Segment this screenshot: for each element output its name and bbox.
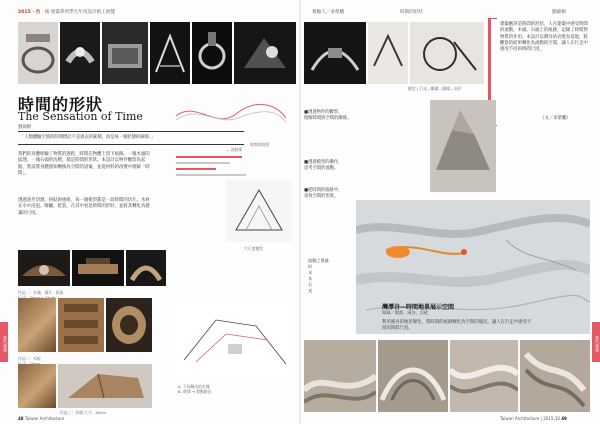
article-title-en: The Sensation of Time: [18, 110, 143, 123]
legend-item-b: B. 時間 → 移動路徑: [178, 389, 212, 394]
photo-object-4: [150, 22, 190, 84]
photo-wood-block: [58, 364, 152, 408]
photo-terrain-3: [450, 340, 518, 412]
left-side-tab: 當代建築: [0, 322, 8, 362]
quote-box: [18, 131, 244, 145]
photo-terrain-4: [520, 340, 590, 412]
site-body: 利用溪谷的地形變化，將時間的痕跡轉化為空間的層次，讓人在行走中感受不同的時間尺度。: [382, 320, 532, 332]
fig-a-caption: 時間的紋理: [250, 142, 269, 147]
photo-sketch: [226, 180, 292, 242]
bullet-3: ■從時間的痕跡中， 尋找空間的形狀。: [304, 188, 343, 199]
header-series: 2015 · 台: [18, 10, 41, 15]
right-page-number: 49: [561, 416, 567, 421]
photo-model-4: [430, 100, 496, 192]
diagram-bar-1: [176, 156, 242, 158]
diagram-bar-2: [176, 162, 230, 164]
intro-text: 建築應該是時間的形狀，人在建築中感受時間的流動。木頭、石頭上的痕跡，記錄了時間對物質的作用。本設計以灣谷的岩壁為基地，將觀察的結果轉化為流動的空間，讓人在行走中感受不同的時間尺度。: [500, 22, 588, 53]
site-title: 灣潭谷—時間地景展示空間: [382, 304, 455, 311]
right-footer: [500, 416, 567, 421]
model-caption: 模型 | 行走—橋樑—橋樑—水形: [408, 86, 462, 91]
material-item-1: 流動之質量: [308, 258, 329, 263]
photo-wood-model-3: [126, 250, 166, 286]
photo-terrain-2: [378, 340, 448, 412]
left-page-number: 48: [18, 416, 24, 421]
left-footer-mag: Taiwan Architecture: [24, 416, 65, 421]
wave-graphic: [176, 96, 286, 130]
intro-sign: （文／來榮鹏）: [540, 116, 571, 121]
quote-text: 「人類體驗空間的時間標記不是過去的累積，而是每一個狀態的細節。」: [20, 135, 156, 140]
fig-c-caption-line-1: 作品一：木塊、鑄片、紙板: [18, 290, 64, 295]
photo-object-6: [234, 22, 296, 84]
photo-wood-panel-3: [106, 298, 152, 352]
material-item-3: 水: [308, 270, 313, 275]
site-subtitle: 場域／灣潭、溪谷、岩壁: [382, 310, 429, 315]
photo-model-1: [304, 22, 366, 84]
quote-source: — 波赫斯: [226, 147, 243, 152]
article-body-1: 我們的身體經驗了物質的過程，時間在物體上留下痕跡。一塊木頭的紋理、一塊石頭的沈積，都是時間的形狀。本設計以物件觀察為起點，嘗試將身體感知轉換為空間的語彙，並從材料的改變中理解「時間」。: [18, 152, 150, 176]
material-item-6: 光: [308, 288, 313, 293]
fig-b-caption: 大尺度模型: [244, 246, 263, 251]
right-side-tab: 當代建築: [592, 322, 600, 362]
photo-wood-model-2: [72, 250, 124, 286]
photo-object-2: [60, 22, 100, 84]
photo-model-2: [368, 22, 408, 84]
fig-e-caption-line-2: 尺寸：40cm: [84, 410, 107, 415]
page-gutter: [299, 0, 301, 424]
header-series-accent: · 後: [41, 10, 50, 15]
right-header-tab-2: 時間的形狀: [400, 10, 423, 15]
photo-wood-panel-2: [58, 298, 104, 352]
right-header-tab-3: 劉錦桐: [552, 10, 566, 15]
photo-object-1: [18, 22, 58, 84]
header-title: 建築系所學生年度設計紙上展覽: [50, 10, 116, 15]
diagram-legend: [178, 384, 211, 394]
right-header-tab-1: 實驗人／來榮鹏: [312, 10, 345, 15]
photo-wood-model-1: [18, 250, 70, 286]
photo-object-3: [102, 22, 148, 84]
bullet-1: ■透過物件的觀察， 理解時間與空間的關係。: [304, 110, 352, 121]
plan-diagram: [176, 300, 294, 380]
material-item-4: 木: [308, 276, 313, 281]
right-footer-mag: Taiwan Architecture | 2015-10: [500, 416, 560, 421]
material-item-2: 形: [308, 264, 313, 269]
article-author: 劉錦桐: [18, 125, 32, 130]
photo-wood-panel-1: [18, 298, 56, 352]
legend-item-a: A. 不同層次的木塊: [178, 384, 210, 389]
fig-e-caption-line-1: 作品三：木塊: [60, 410, 83, 415]
fig-e-caption: [60, 410, 106, 415]
photo-model-3: [410, 22, 484, 84]
article-body-2: 透過逐步切割、拼貼與重組，每一個模型都是一段時間的切片。木材在水中浸泡、曝曬、乾裂，在其中看見時間的形狀，並將其轉化為建築的尺度。: [18, 198, 150, 216]
photo-wood-panel-4: [18, 364, 56, 408]
material-item-5: 石: [308, 282, 313, 287]
photo-terrain-1: [304, 340, 376, 412]
left-header: [18, 9, 115, 15]
article-title-cn: 時間的形狀: [18, 95, 104, 114]
diagram-bar-3: [176, 168, 216, 170]
photo-object-5: [192, 22, 232, 84]
material-list: [308, 258, 329, 294]
left-footer: [18, 416, 64, 421]
fig-d-caption-line-1: 作品二：木板: [18, 356, 41, 361]
bullet-2: ■透過模型的操作， 思考空間的流動。: [304, 160, 343, 171]
diagram-bar-4: [176, 174, 246, 176]
